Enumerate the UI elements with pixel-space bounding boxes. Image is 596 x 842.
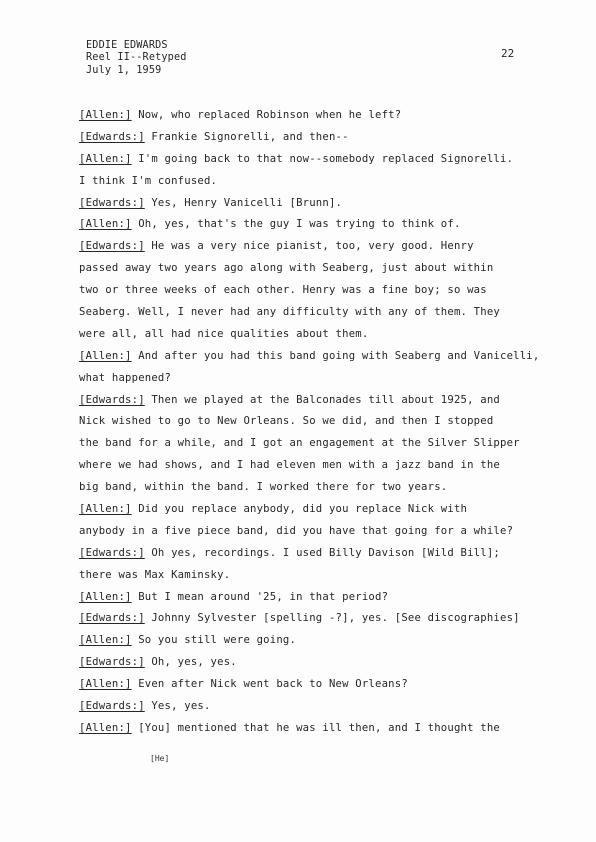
line-text: Frankie Signorelli, and then-- bbox=[151, 130, 349, 143]
transcript-line bbox=[79, 499, 539, 521]
line-text: Even after Nick went back to New Orleans? bbox=[138, 678, 408, 691]
speaker-label: [Edwards:] bbox=[79, 393, 145, 406]
line-text: Nick wished to go to New Orleans. So we did, and then I stopped bbox=[79, 415, 494, 428]
transcript-line bbox=[79, 302, 539, 324]
transcript-line bbox=[79, 674, 539, 696]
transcript-line bbox=[79, 455, 539, 477]
transcript-line bbox=[79, 565, 539, 587]
line-text: big band, within the band. I worked there for two years. bbox=[79, 481, 448, 494]
transcript-line bbox=[79, 171, 539, 193]
speaker-label: [Edwards:] bbox=[79, 240, 145, 253]
line-text: [You] mentioned that he was ill then, and I thought the bbox=[138, 721, 500, 734]
transcript-line bbox=[79, 718, 539, 740]
line-text: But I mean around '25, in that period? bbox=[138, 590, 389, 603]
line-text: He was a very nice pianist, too, very good. Henry bbox=[151, 240, 474, 253]
line-text: where we had shows, and I had eleven men with a jazz band in the bbox=[79, 459, 500, 472]
speaker-label: [Allen:] bbox=[79, 109, 132, 121]
line-text: Oh, yes, that's the guy I was trying to think of. bbox=[138, 218, 461, 231]
speaker-label: [Allen:] bbox=[79, 503, 132, 516]
page-number: 22 bbox=[501, 47, 515, 60]
header-name: EDDIE EDWARDS bbox=[86, 40, 168, 51]
transcript-line bbox=[79, 477, 539, 499]
header-date: July 1, 1959 bbox=[86, 64, 162, 76]
transcript-line bbox=[79, 587, 539, 609]
line-text: anybody in a five piece band, did you have that going for a while? bbox=[79, 524, 514, 537]
transcript-line bbox=[79, 390, 539, 412]
transcript-line bbox=[79, 149, 539, 171]
line-text: Oh yes, recordings. I used Billy Davison [Wild Bill]; bbox=[151, 546, 500, 559]
line-text: what happened? bbox=[79, 371, 172, 384]
line-text: two or three weeks of each other. Henry was a fine boy; so was bbox=[79, 284, 487, 297]
transcript-line bbox=[79, 433, 539, 455]
speaker-label: [Edwards:] bbox=[79, 700, 145, 713]
transcript-line bbox=[79, 521, 539, 543]
transcript-line bbox=[79, 652, 539, 674]
transcript-line bbox=[79, 411, 539, 433]
transcript-line bbox=[79, 258, 539, 280]
transcript-line bbox=[79, 630, 539, 652]
line-text: Did you replace anybody, did you replace Nick with bbox=[138, 503, 468, 516]
transcript-line bbox=[79, 214, 539, 236]
speaker-label: [Allen:] bbox=[79, 590, 132, 603]
line-text: the band for a while, and I got an engagement at the Silver Slipper bbox=[79, 437, 520, 450]
line-text: So you still were going. bbox=[138, 634, 297, 647]
line-text: Then we played at the Balconades till about 1925, and bbox=[151, 393, 500, 406]
speaker-label: [Edwards:] bbox=[79, 196, 145, 209]
header-reel: Reel II--Retyped bbox=[86, 52, 187, 64]
line-text: passed away two years ago along with Seaberg, just about within bbox=[79, 262, 494, 275]
speaker-label: [Edwards:] bbox=[79, 130, 145, 143]
transcript-line bbox=[79, 608, 539, 630]
transcript-line bbox=[79, 346, 539, 368]
line-text: Yes, Henry Vanicelli [Brunn]. bbox=[151, 196, 343, 209]
speaker-label: [Edwards:] bbox=[79, 612, 145, 625]
transcript-line bbox=[79, 105, 539, 127]
line-text: Johnny Sylvester [spelling -?], yes. [See discographies] bbox=[151, 612, 520, 625]
line-text: were all, all had nice qualities about them. bbox=[79, 327, 369, 340]
transcript-line bbox=[79, 280, 539, 302]
speaker-label: [Allen:] bbox=[79, 721, 132, 734]
transcript-line bbox=[79, 236, 539, 258]
transcript-body bbox=[79, 105, 539, 740]
transcript-line bbox=[79, 324, 539, 346]
line-text: I'm going back to that now--somebody replaced Signorelli. bbox=[138, 152, 514, 165]
transcript-line bbox=[79, 368, 539, 390]
speaker-label: [Allen:] bbox=[79, 349, 132, 362]
transcript-line bbox=[79, 193, 539, 215]
line-text: there was Max Kaminsky. bbox=[79, 568, 231, 581]
speaker-label: [Allen:] bbox=[79, 634, 132, 647]
line-text: Yes, yes. bbox=[151, 700, 211, 713]
line-text: I think I'm confused. bbox=[79, 174, 218, 187]
speaker-label: [Allen:] bbox=[79, 218, 132, 231]
speaker-label: [Edwards:] bbox=[79, 656, 145, 669]
transcript-line bbox=[79, 696, 539, 718]
speaker-label: [Edwards:] bbox=[79, 546, 145, 559]
transcript-line bbox=[79, 543, 539, 565]
line-text: Now, who replaced Robinson when he left? bbox=[138, 109, 402, 121]
line-text: Oh, yes, yes. bbox=[151, 656, 237, 669]
line-text: And after you had this band going with Seaberg and Vanicelli, bbox=[138, 349, 540, 362]
handwritten-annotation: [He] bbox=[150, 754, 170, 763]
document-header bbox=[86, 40, 187, 77]
transcript-line bbox=[79, 127, 539, 149]
speaker-label: [Allen:] bbox=[79, 678, 132, 691]
line-text: Seaberg. Well, I never had any difficulty with any of them. They bbox=[79, 306, 500, 319]
speaker-label: [Allen:] bbox=[79, 152, 132, 165]
